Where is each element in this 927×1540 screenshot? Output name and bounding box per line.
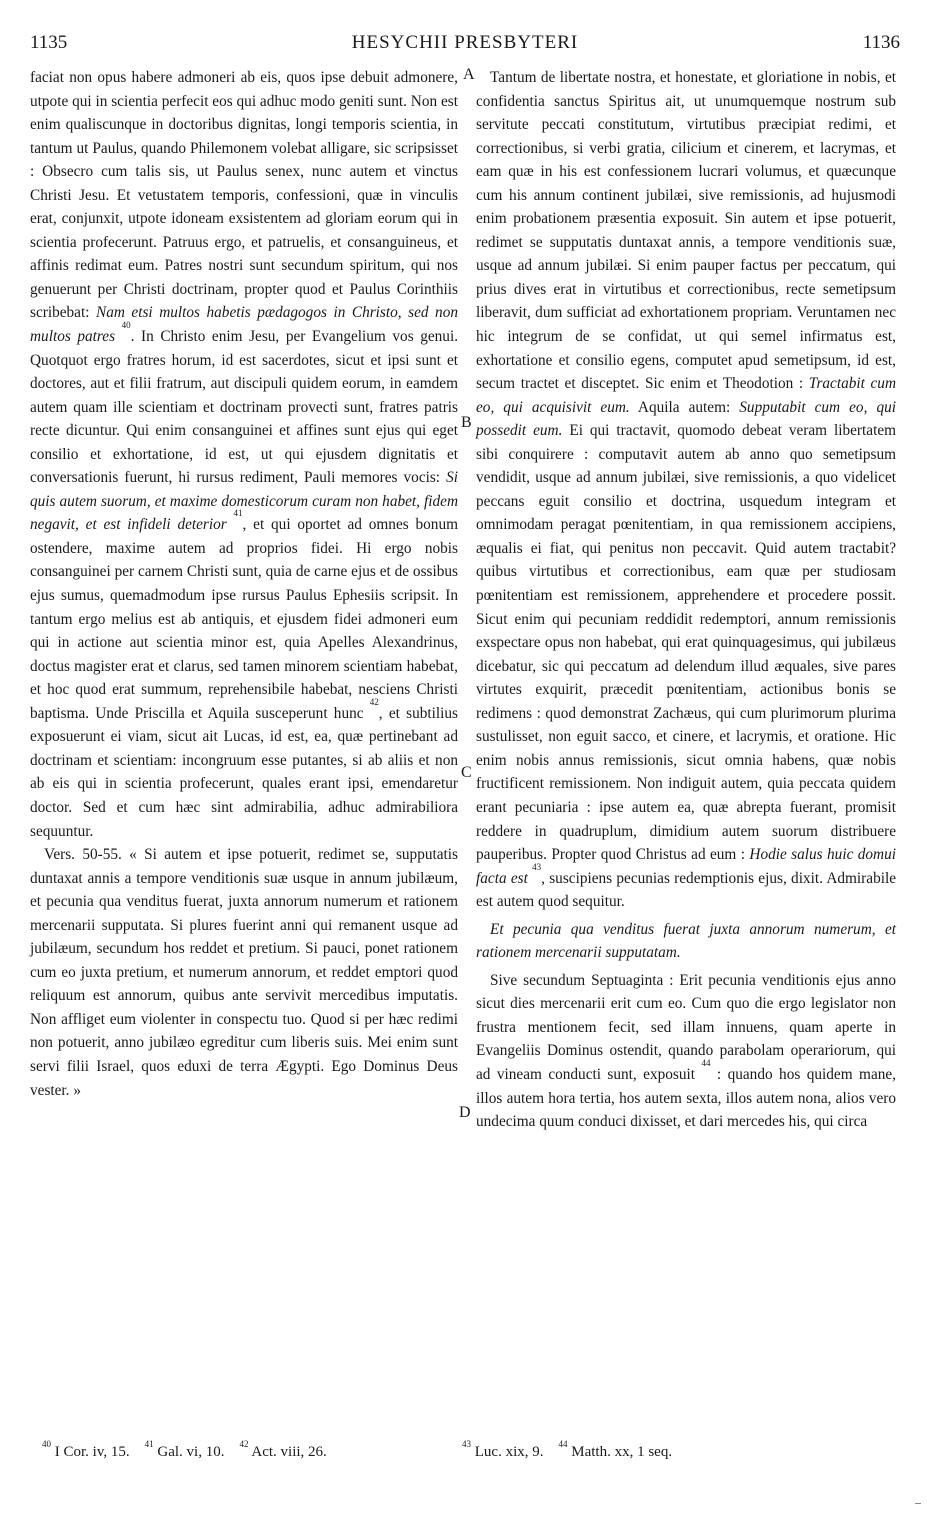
footnote-number: 42 [239, 1439, 249, 1449]
footnote-number: 40 [42, 1439, 51, 1449]
text-run: Ei qui tractavit, quomodo debeat veram libertatem sibi conquirere : computavit autem ab anno quo semetipsum vendidit, usque ad annum jubilæi, sive remissionis, a quo videlicet peccans eguit consilio et doctrina, usquedum integram et omnimodam peragat pœnitentiam, in qua remissionem accipiens, æqualis ei fiat, qui penitus non peccavit. Quid autem tractabit? quibus virtutibus et correctionibus, eam quæ per studiosam pœnitentiam est remissionem, apprehendere et procedere possit. Sicut enim qui pecuniam reddidit redemptori, annum remissionis exspectare opus non habebat, qui erat quinquagesimus, qui jubilæus dicebatur, sic qui peccatum ad delendum illud æquales, sive pares virtutes exquirit, præcedit pœnitentiam, actionibus bonis se redimens : quod demonstrat Zachæus, qui cum plurimorum plurima sustulisset, non eguit sacco, et cinere, et lacrymis, et oratione. Hic enim nobis annus remissionis, sicut omnia habens, quæ nobis fructificent remissionem. Non indiguit autem, quia peccata quidem erant pecuniaria : ipse autem ea, quæ abrepta fuerant, promisit reddere in quadruplum, dimidium autem suorum distribuere pauperibus. Propter quod Christus ad eum : [476, 422, 897, 864]
left-column [30, 66, 458, 1102]
margin-tick [915, 1503, 921, 1504]
footnote-number: 41 [144, 1439, 154, 1449]
quotation: Si quis autem suorum, et maxime domesticorum curam non habet, fidem negavit, et est infideli deterior [30, 469, 458, 534]
footnote-number: 44 [558, 1439, 568, 1449]
footnote-ref: 44 [701, 1057, 711, 1068]
margin-marker-c: C [461, 764, 472, 781]
footnote-text: Act. viii, 26. [248, 1444, 327, 1460]
text-run: Sive secundum Septuaginta : Erit pecunia venditionis ejus anno sicut dies mercenarii erit cum eo. Cum quo die ergo legislator non frustra mentionem fecit, sed illam innuens, quam aperte in Evangeliis Dominus ostendit, quando parabolam operariorum, qui ad vineam conducti sunt, exposuit [476, 971, 896, 1083]
page-number-left: 1135 [30, 32, 68, 53]
text-run: , suscipiens pecunias redemptionis ejus, dixit. Admirabile est autem quod sequitur. [476, 869, 897, 911]
text-run: . In Christo enim Jesu, per Evangelium vos genui. Quotquot ergo fratres horum, id est sacerdotes, sicut et ipsi sunt et doctores, aut et filii fratrum, aut discipuli quidem eorum, in eamdem autem quam ille scientiam et doctrinam provecti sunt, fratres patris recte dicuntur. Qui enim consanguinei et affines sunt ejus qui eget consilio et exhortatione, id est, ut qui ejusdem dignitatis et conversationis fuerunt, hi rursus rediment, Pauli memores vocis: [30, 328, 459, 487]
right-paragraph-3 [476, 969, 896, 1134]
text-run: , et subtilius exposuerunt ei viam, sicut ait Lucas, id est, ea, quæ pertinebant ad doctrinam et scientiam: incongruum esse putantes, si ab aliis et non ab eis qui in scientia profecerunt, quales erant ipsi, emendaretur doctor. Sed et cum hæc sint admirabilia, adhuc admirabiliora sequuntur. [30, 704, 458, 840]
text-run: : quando hos quidem mane, illos autem hora tertia, hos autem sexta, illos autem nona, alios vero undecima quum conduci dixisset, et dari mercedes his, qui circa [476, 1065, 896, 1131]
footnotes-left [42, 1439, 327, 1461]
footnote-ref: 42 [369, 696, 379, 707]
page-number-right: 1136 [862, 32, 900, 53]
right-paragraph-1 [476, 66, 896, 914]
footnote-text: Luc. xix, 9. [471, 1444, 544, 1460]
margin-marker-a: A [463, 66, 475, 83]
lemma: Et pecunia qua venditus fuerat juxta annorum numerum, et rationem mercenarii supputatam. [476, 920, 896, 962]
right-column [476, 66, 896, 1134]
text-run: Tantum de libertate nostra, et honestate, et gloriatione in nobis, et confidentia sanctus Spiritus ait, ut unumquemque nostrum sub servitute peccati constitutum, virtutibus præcipiat redimi, et correctionibus, si verbi gratia, cilicium et cinerem, et lacrymas, et eam quæ in his est confessionem lucrari volumus, et quæcunque cum his annum continent jubilæi, sive remissionis, ad hujusmodi enim probationem præsentia exposuit. Sin autem et ipse potuerit, redimet se supputatis duntaxat annis, a tempore venditionis suæ, usque ad annum jubilæi. Si enim pauper factus per peccatum, qui prius dives erat in virtutibus et correctionibus, recte semetipsum liberavit, dum sufficiat ad exhortationem propriam. Veruntamen nec hic integrum de se confidat, ut qui semel infirmatus est, exhortatione et consilio egens, computet apud semetipsum, id est, secum tractet et disceptet. Sic enim et Theodotion : [476, 69, 896, 393]
text-run: Aquila autem: [629, 398, 740, 416]
footnote-ref: 41 [233, 508, 243, 519]
footnote-text: I Cor. iv, 15. [51, 1444, 130, 1460]
footnotes-right [462, 1439, 673, 1461]
left-paragraph-2: Vers. 50-55. « Si autem et ipse potuerit, redimet se, supputatis duntaxat annis a tempore venditionis suæ usque in annum jubilæum, et pecunia qua venditus fuerat, juxta annorum numerum et rationem mercenarii supputata. Si plures fuerint anni qui remanent usque ad jubilæum, secundum hos reddet et pretium. Si pauci, ponet rationem cum eo juxta pretium, et numerum annorum, et reddet emptori quod reliquum est annorum, quibus ante servivit mercedibus imputatis. Non affliget eum violenter in conspectu tuo. Quod si per hæc redimi non potuerit, anno jubilæo egreditur cum liberis suis. Mei enim sunt servi filii Israel, quos eduxi de terra Ægypti. Ego Dominus Deus vester. » [30, 846, 458, 1099]
left-paragraph-1 [30, 66, 458, 843]
quotation: Nam etsi multos habetis pædagogos in Christo, sed non multos patres [30, 304, 458, 346]
footnote-ref: 40 [121, 320, 131, 331]
running-header [30, 32, 900, 58]
text-run: faciat non opus habere admoneri ab eis, quos ipse debuit admonere, utpote qui in scientia perfecit eos qui adhuc modo geniti sunt. Non est enim qualiscunque in doctoribus dignitas, longi temporis scientia, in tantum ut Paulus, quando Philemonem volebat alligare, sic scripsisset : Obsecro cum talis sis, ut Paulus senex, nunc autem et vinctus Christi Jesu. Et vetustatem temporis, confessioni, quæ in vinculis erat, conjunxit, utpote idoneam exsistentem ad gloriam eorum qui in scientia profecerunt. Patruus ergo, et patruelis, et consanguineus, et affinis redimat eum. Patres nostri sunt secundum spiritum, qui nos genuerunt per Christi doctrinam, propter quod et Paulus Corinthiis scribebat: [30, 69, 458, 322]
footnote-ref: 43 [532, 861, 542, 872]
footnote-text: Gal. vi, 10. [153, 1444, 225, 1460]
right-paragraph-2 [476, 918, 896, 965]
quotation: Supputabit cum eo, qui possedit eum. [476, 398, 896, 440]
margin-marker-d: D [459, 1104, 471, 1121]
quotation: Tractabit cum eo, qui acquisivit eum. [476, 375, 896, 416]
quotation: Hodie salus huic domui facta est [476, 846, 896, 887]
footnote-number: 43 [462, 1439, 471, 1449]
text-run: , et qui oportet ad omnes bonum ostendere, maxime autem ad proprios fidei. Hi ergo nobis consanguinei per carnem Christi sunt, quia de carne ejus et de ossibus ejus sumus, quemadmodum ipse rursus Paulus Ephesiis scripsit. In tantum ergo melius est ab antiquis, et ejusdem fidei admoneri eum qui in actione aut scientia minor est, quia Apelles Alexandrinus, doctus magister erat et clarus, sed tamen minorem scientiam habebat, et hoc quod erat summum, reprehensibile habebat, nesciens Christi baptisma. Unde Priscilla et Aquila susceperunt hunc [30, 516, 458, 722]
footnote-text: Matth. xx, 1 seq. [567, 1444, 673, 1460]
running-title: HESYCHII PRESBYTERI [351, 32, 579, 53]
margin-marker-b: B [461, 414, 472, 431]
